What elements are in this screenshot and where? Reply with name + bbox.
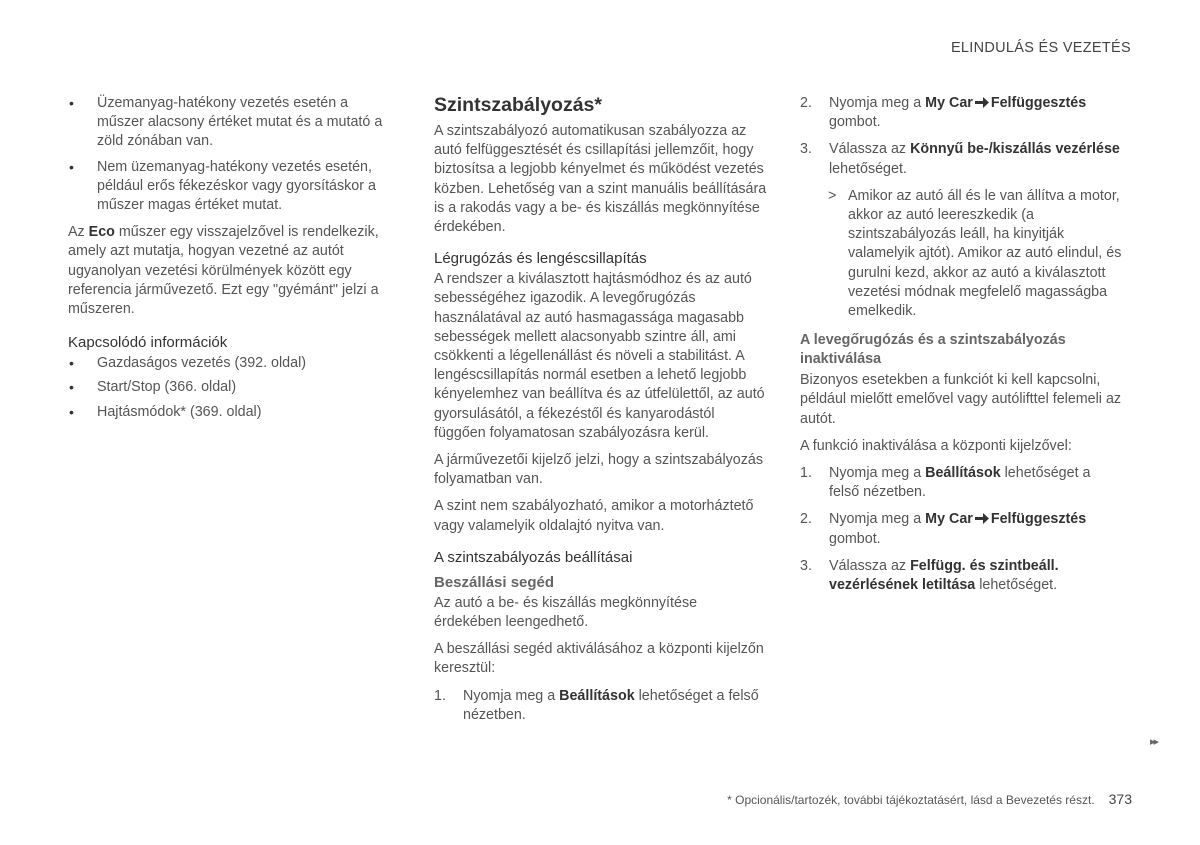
step-number: 1. <box>434 687 446 704</box>
list-item: • Üzemanyag-hatékony vezetés esetén a műszer alacsony értéket mutat és a mutató a zöld zónában van. <box>68 94 398 152</box>
step-number: 2. <box>800 95 812 111</box>
section-title: Szintszabályozás* <box>434 94 602 116</box>
text: lehetőséget. <box>829 160 907 177</box>
paragraph: A beszállási segéd aktiválásához a központi kijelzőn keresztül: <box>434 641 764 677</box>
menu-term: My Car <box>925 95 973 111</box>
page-number: 373 <box>1108 791 1132 807</box>
paragraph: Az autó a be- és kiszállás megkönnyítése érdekében leengedhető. <box>434 594 698 631</box>
text: gombot. <box>829 114 881 131</box>
text: lehetőséget a felső nézetben. <box>463 687 759 723</box>
column-middle <box>434 94 768 733</box>
eco-bullet-list <box>68 94 398 215</box>
text: Válassza az <box>829 141 911 158</box>
step-item <box>434 687 768 725</box>
paragraph: A rendszer a kiválasztott hajtásmódhoz és az autó sebességéhez igazodik. A levegőrugózás használatával az autó hasmagassága magasabb sebességek mellett alacsonyabb szintre áll, ami csökkenti a légellenállást és növeli a stabilitást. A lengéscsillapítás normál esetben a lehető legjobb kényelemhez van beállítva és az útfelülettől, az autó gyorsulásától, a fékezéstől és kanyarodástól függően folyamatosan szabályozásra kerül. <box>434 271 765 441</box>
menu-term: Beállítások <box>925 465 1001 482</box>
text: Nyomja meg a <box>829 465 926 482</box>
running-header: ELINDULÁS ÉS VEZETÉS <box>950 40 1131 56</box>
entry-aid-heading: Beszállási segéd <box>434 573 555 591</box>
text: Nyomja meg a <box>829 511 926 528</box>
text: gombot. <box>829 530 881 547</box>
step-item <box>800 464 1122 502</box>
related-link[interactable]: • Hajtásmódok* (369. oldal) <box>68 403 398 422</box>
list-item: • Nem üzemanyag-hatékony vezetés esetén, például erős fékezéskor vagy gyorsításkor a műszer magas értéket mutat. <box>68 158 398 216</box>
step-number: 3. <box>800 141 812 158</box>
menu-term: Felfügg. és szintbeáll. vezérlésének letiltása <box>829 557 1059 594</box>
result-marker: > <box>828 187 837 204</box>
paragraph: A járművezetői kijelző jelzi, hogy a szintszabályozás folyamatban van. <box>434 452 763 488</box>
text: lehetőséget a felső nézetben. <box>829 465 1091 501</box>
menu-term: Felfüggesztés <box>990 511 1087 528</box>
menu-term: My Car <box>925 511 973 528</box>
paragraph: Bizonyos esetekben a funkciót ki kell kapcsolni, például mielőtt emelővel vagy autólifttel felemeli az autót. <box>800 372 1122 427</box>
result-text: Amikor az autó áll és le van állítva a motor, akkor az autó leereszkedik (a szintszabályozás leáll, ha kinyitják valamelyik ajtót). Amikor az autó elindul, és gurulni kezd, akkor az autó a kiválasztott vezetési módnak megfelelő magasságba emelkedik. <box>848 187 1122 320</box>
footnote: * Opcionális/tartozék, további tájékoztatásért, lásd a Bevezetés részt. <box>727 793 1095 807</box>
related-links <box>68 354 398 422</box>
text: lehetőséget. <box>975 577 1058 594</box>
column-right <box>800 94 1122 603</box>
menu-term: Könnyű be-/kiszállás vezérlése <box>910 141 1120 158</box>
text: Nyomja meg a <box>463 687 560 704</box>
column-left <box>68 94 398 430</box>
step-number: 1. <box>800 465 812 482</box>
page-footer <box>727 791 1132 807</box>
step-item <box>800 94 1122 132</box>
text: Az <box>68 224 89 241</box>
related-link[interactable]: • Start/Stop (366. oldal) <box>68 378 398 397</box>
right-arrow-icon <box>973 511 991 527</box>
text: műszer egy visszajelzővel is rendelkezik, amely azt mutatja, hogyan vezetné az autót ugyanolyan vezetési körülmények között egy referencia járművezető. Ezt egy "gyémánt" jelzi a műszeren. <box>68 224 379 318</box>
air-suspension-heading: Légrugózás és lengéscsillapítás <box>434 250 647 268</box>
eco-paragraph <box>68 223 398 319</box>
paragraph: A szint nem szabályozható, amikor a motorháztető vagy valamelyik oldalajtó nyitva van. <box>434 498 754 534</box>
text: Válassza az <box>829 557 911 574</box>
paragraph: A funkció inaktiválása a központi kijelzővel: <box>800 437 1072 454</box>
step-item <box>800 557 1122 595</box>
related-link[interactable]: • Gazdaságos vezetés (392. oldal) <box>68 354 398 373</box>
deactivation-heading: A levegőrugózás és a szintszabályozás inaktiválása <box>800 332 1066 368</box>
step-item <box>800 140 1122 178</box>
continue-arrows-icon: ▸▸ <box>1150 736 1158 748</box>
step-number: 3. <box>800 557 812 574</box>
step-item <box>800 510 1122 548</box>
right-arrow-icon <box>973 95 991 111</box>
step-number: 2. <box>800 511 812 528</box>
related-heading: Kapcsolódó információk <box>68 334 228 352</box>
result-item <box>800 187 1122 321</box>
eco-term: Eco <box>88 224 115 241</box>
settings-heading: A szintszabályozás beállításai <box>434 548 633 566</box>
text: Nyomja meg a <box>829 95 926 111</box>
intro-paragraph: A szintszabályozó automatikusan szabályozza az autó felfüggesztését és csillapítási jellemzőit, hogy biztosítsa a legjobb kényelmet és működést vezetés közben. Lehetőség van a szint manuális beállítására is a rakodás vagy a be- és kiszállás megkönnyítése érdekében. <box>434 123 767 236</box>
menu-term: Felfüggesztés <box>990 95 1087 111</box>
menu-term: Beállítások <box>559 687 635 704</box>
